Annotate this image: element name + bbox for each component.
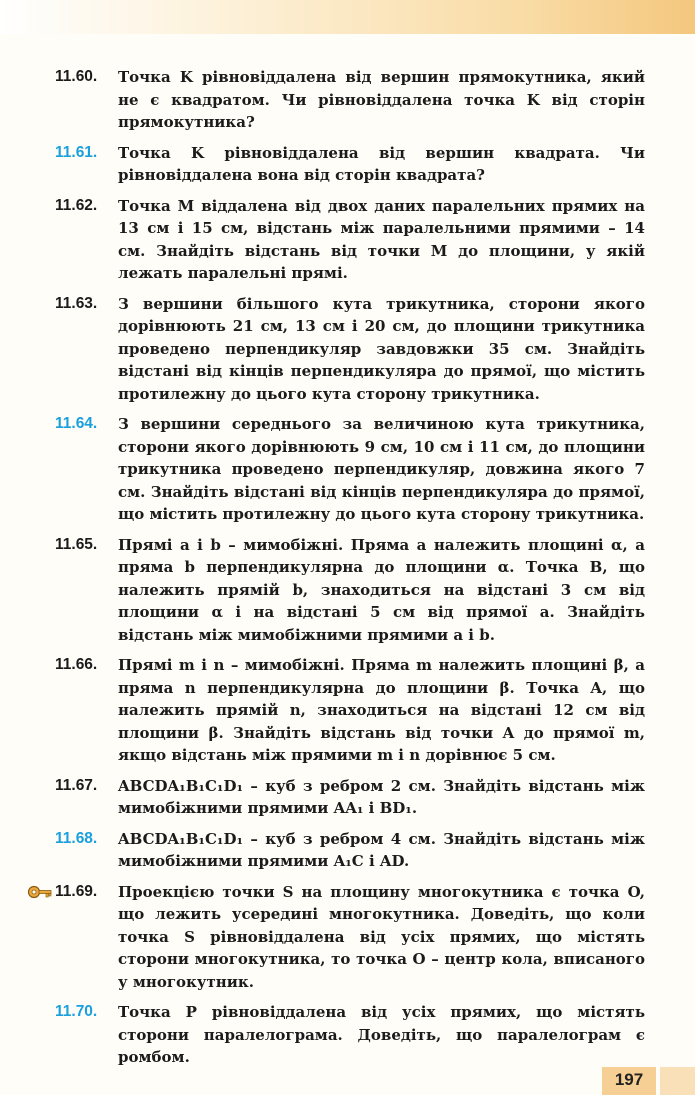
problem-list (55, 66, 645, 1077)
problem-text: ABCDA₁B₁C₁D₁ – куб з ребром 2 см. Знайдіть відстань між мимобіжними прямими AA₁ і BD₁. (118, 776, 645, 817)
key-icon (27, 883, 53, 901)
problem-number: 11.68. (55, 829, 98, 847)
problem-text: Прямі m і n – мимобіжні. Пряма m належить площині β, а пряма n перпендикулярна до площини β. Точка A, що належить прямій n, знаходиться на відстані 12 см від площини β. Знайдіть відстань від точки A до прямої m, якщо відстань між прямими m і n дорівнює 5 см. (118, 656, 645, 764)
problem-number: 11.67. (55, 776, 98, 794)
problem-text: Проекцією точки S на площину многокутника є точка O, що лежить усередині многокутника. Доведіть, що коли точка S рівновіддалена від усіх прямих, що містять сторони многокутника, то точка O – центр кола, вписаного у многокутник. (118, 882, 645, 991)
problem-number: 11.61. (55, 143, 98, 161)
top-decorative-band (0, 0, 695, 34)
problem-text: Точка P рівновіддалена від усіх прямих, що містять сторони паралелограма. Доведіть, що паралелограм є ромбом. (118, 1003, 645, 1066)
problem-text: Точка M віддалена від двох даних паралельних прямих на 13 см і 15 см, відстань між паралельними прямими – 14 см. Знайдіть відстань від точки M до площини, у якій лежать паралельні прямі. (118, 196, 645, 282)
page-number: 197 (614, 1070, 644, 1089)
problem-11-66 (55, 654, 645, 767)
problem-11-62 (55, 195, 645, 285)
corner-decoration (660, 1067, 695, 1095)
problem-number: 11.60. (55, 68, 98, 85)
problem-number: 11.69. (55, 882, 98, 900)
problem-number: 11.70. (55, 1003, 98, 1020)
problem-number: 11.65. (55, 535, 98, 553)
problem-number: 11.62. (55, 196, 98, 214)
problem-11-63 (55, 293, 645, 406)
problem-11-60 (55, 66, 645, 134)
problem-text: Прямі a і b – мимобіжні. Пряма a належить площині α, а пряма b перпендикулярна до площини α. Точка B, що належить прямій b, знаходиться на відстані 3 см від площини α і на відстані 5 см від прямої a. Знайдіть відстань між мимобіжними прямими a і b. (118, 535, 645, 644)
problem-11-61 (55, 142, 645, 187)
problem-11-70 (55, 1001, 645, 1069)
page-number-box (602, 1067, 656, 1095)
problem-text: З вершини більшого кута трикутника, сторони якого дорівнюють 21 см, 13 см і 20 см, до площини трикутника проведено перпендикуляр завдовжки 35 см. Знайдіть відстані від кінців перпендикуляра до прямої, що містить протилежну до цього кута сторону трикутника. (118, 294, 645, 403)
problem-number: 11.63. (55, 294, 98, 312)
problem-number: 11.64. (55, 415, 98, 432)
problem-text: ABCDA₁B₁C₁D₁ – куб з ребром 4 см. Знайдіть відстань між мимобіжними прямими A₁C і AD. (118, 829, 645, 870)
problem-text: З вершини середнього за величиною кута трикутника, сторони якого дорівнюють 9 см, 10 см і 11 см, до площини трикутника проведено перпендикуляр, довжина якого 7 см. Знайдіть відстані від кінців перпендикуляра до прямої, що містить протилежну до цього кута сторону трикутника. (118, 415, 645, 523)
problem-11-69 (55, 881, 645, 994)
problem-number: 11.66. (55, 656, 98, 673)
problem-11-65 (55, 534, 645, 647)
problem-11-67 (55, 775, 645, 820)
problem-11-64 (55, 413, 645, 526)
problem-text: Точка K рівновіддалена від вершин прямокутника, який не є квадратом. Чи рівновіддалена точка K від сторін прямокутника? (118, 68, 645, 131)
problem-11-68 (55, 828, 645, 873)
problem-text: Точка K рівновіддалена від вершин квадрата. Чи рівновіддалена вона від сторін квадрата? (118, 143, 645, 184)
